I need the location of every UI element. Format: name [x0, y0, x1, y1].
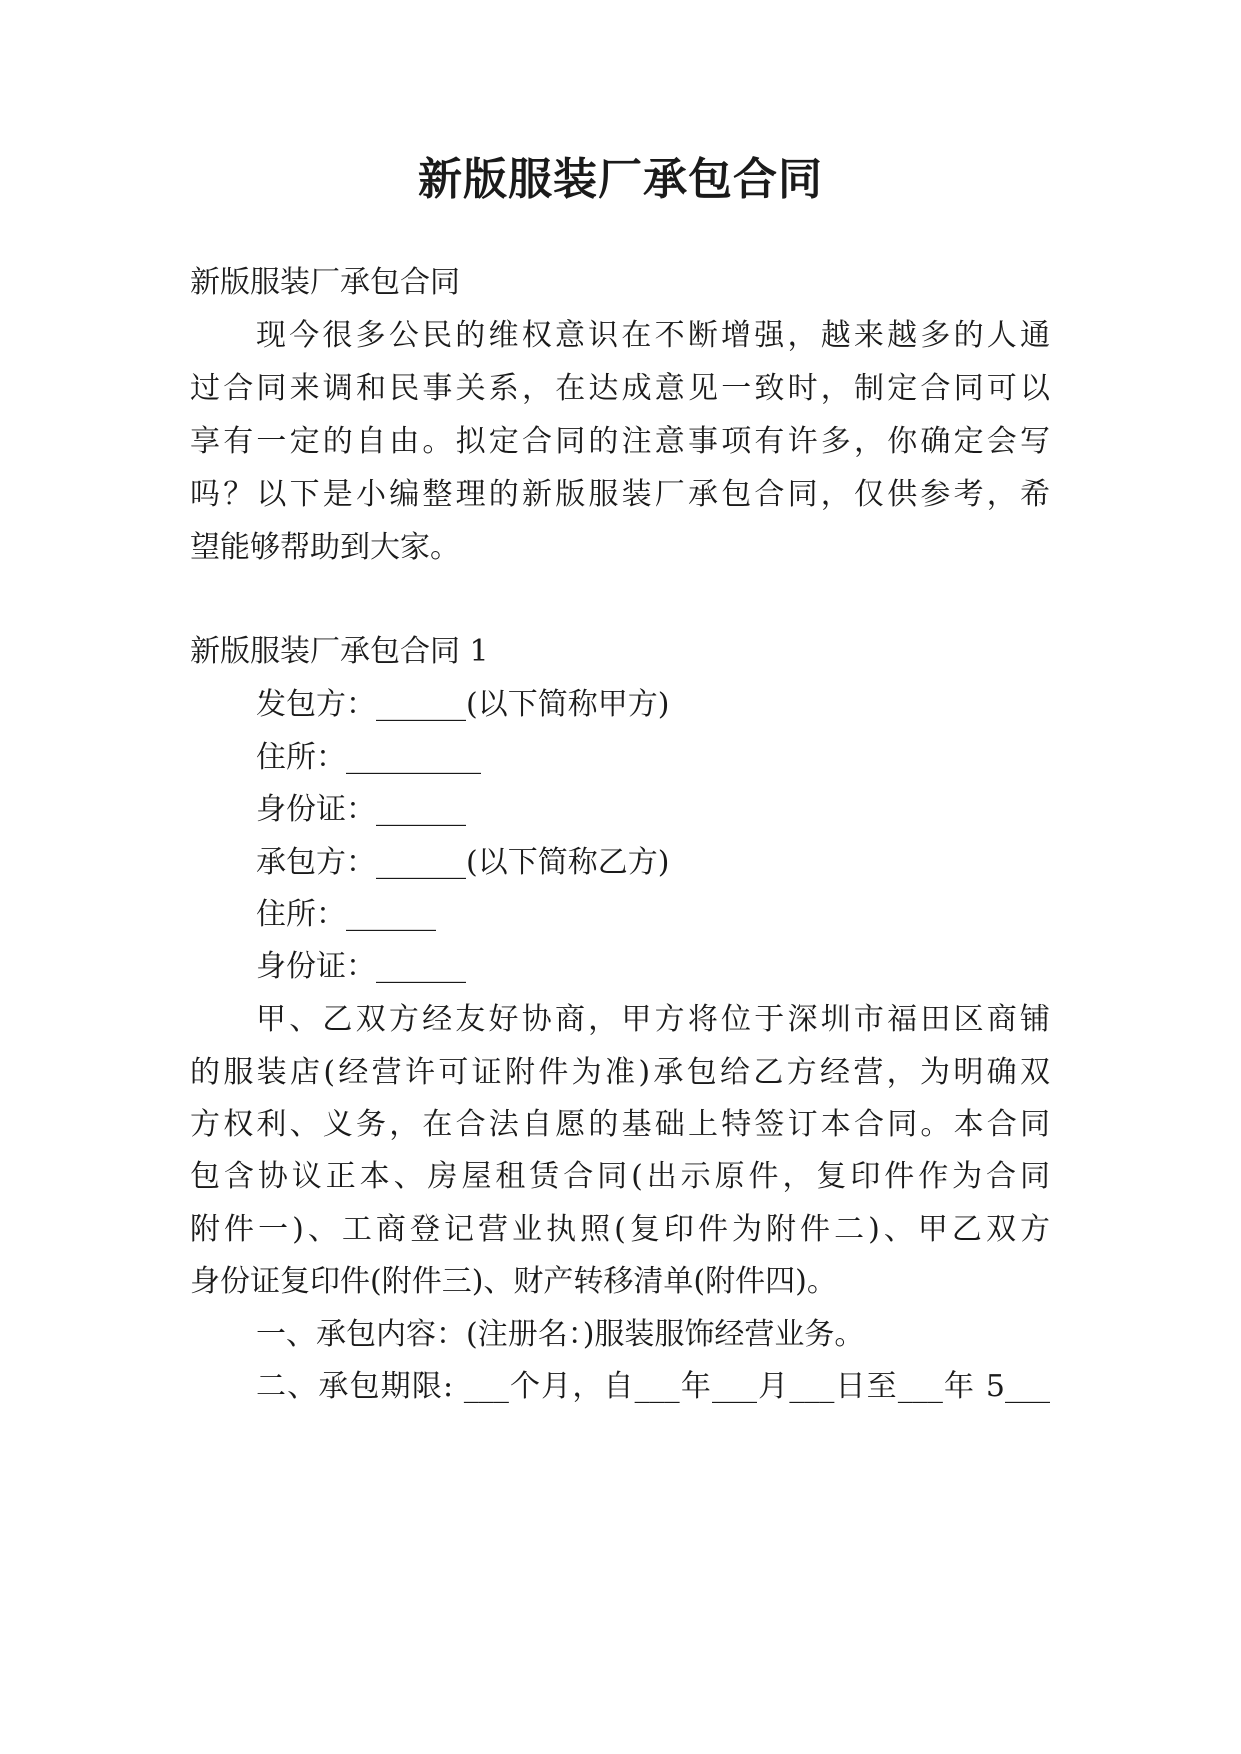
intro-line: 现今很多公民的维权意识在不断增强，越来越多的人通: [256, 318, 1050, 353]
party-field: 身份证：______: [256, 949, 466, 984]
party-field: 身份证：______: [256, 792, 466, 827]
document-title: 新版服装厂承包合同: [418, 154, 823, 205]
body-line: 甲、乙双方经友好协商，甲方将位于深圳市福田区商铺: [256, 1002, 1050, 1037]
body-line: 包含协议正本、房屋租赁合同(出示原件，复印件作为合同: [190, 1159, 1050, 1194]
body-line: 的服装店(经营许可证附件为准)承包给乙方经营，为明确双: [190, 1055, 1050, 1090]
document-subtitle: 新版服装厂承包合同: [190, 265, 460, 300]
intro-line: 望能够帮助到大家。: [190, 530, 460, 565]
party-field: 承包方：______(以下简称乙方): [256, 845, 670, 880]
intro-line: 吗？以下是小编整理的新版服装厂承包合同，仅供参考，希: [190, 477, 1050, 512]
party-field: 住所：_________: [256, 740, 481, 775]
party-field: 发包方：______(以下简称甲方): [256, 687, 670, 722]
intro-line: 过合同来调和民事关系，在达成意见一致时，制定合同可以: [190, 371, 1050, 406]
body-line: 方权利、义务，在合法自愿的基础上特签订本合同。本合同: [190, 1107, 1050, 1142]
body-line: 身份证复印件(附件三)、财产转移清单(附件四)。: [190, 1264, 837, 1299]
clause-line: 一、承包内容：(注册名：)服装服饰经营业务。: [256, 1317, 865, 1352]
section-heading: 新版服装厂承包合同 1: [190, 634, 489, 669]
clause-line: 二、承包期限: ___个月，自___年___月___日至___年 5___: [256, 1369, 1050, 1404]
body-line: 附件一)、工商登记营业执照(复印件为附件二)、甲乙双方: [190, 1212, 1050, 1247]
intro-line: 享有一定的自由。拟定合同的注意事项有许多，你确定会写: [190, 424, 1050, 459]
party-field: 住所：______: [256, 897, 436, 932]
